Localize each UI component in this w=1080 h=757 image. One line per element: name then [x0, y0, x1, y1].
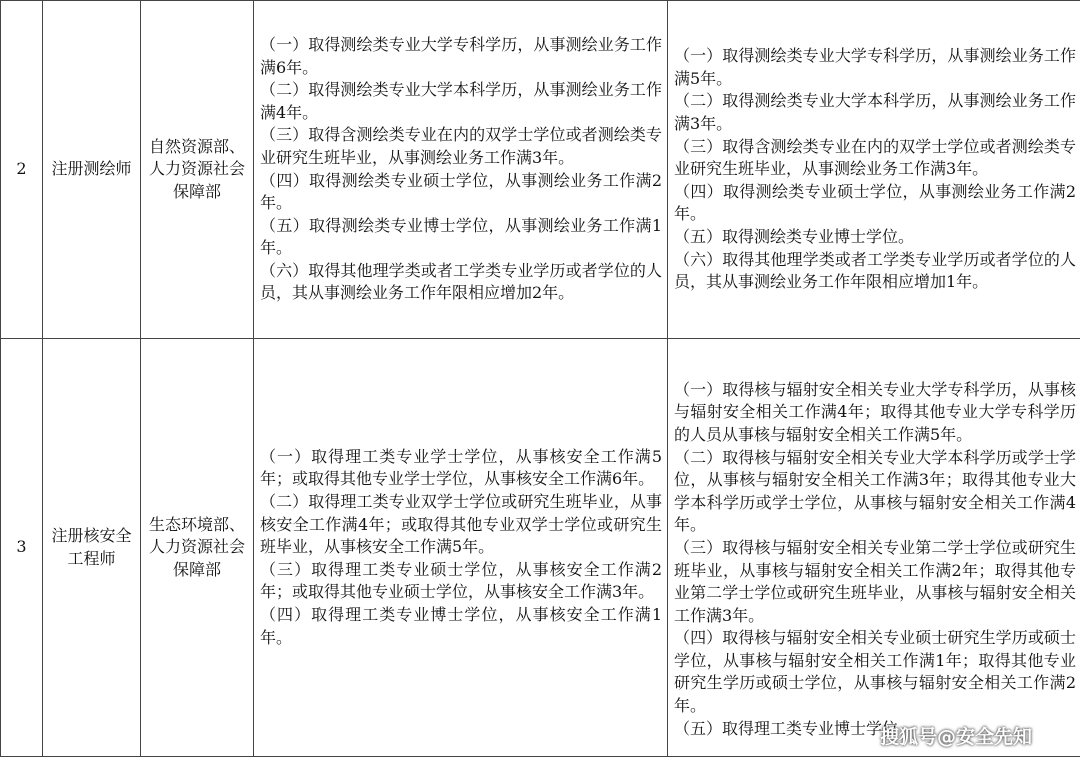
requirement-item: （三）取得理工类专业硕士学位，从事核安全工作满2年；或取得其他专业硕士学位，从事核安全工作满3年。	[260, 559, 662, 604]
requirement-item: （四）取得核与辐射安全相关专业硕士研究生学历或硕士学位，从事核与辐射安全相关工作满1年；取得其他专业研究生学历或硕士学位，从事核与辐射安全相关工作满2年。	[674, 627, 1076, 717]
issuing-department: 自然资源部、人力资源社会保障部	[141, 1, 254, 339]
issuing-department: 生态环境部、人力资源社会保障部	[141, 339, 254, 757]
requirement-item: （六）取得其他理学类或者工学类专业学历或者学位的人员，其从事测绘业务工作年限相应增加2年。	[260, 260, 662, 305]
requirement-item: （五）取得测绘类专业博士学位。	[674, 226, 1076, 249]
requirement-item: （五）取得测绘类专业博士学位，从事测绘业务工作满1年。	[260, 215, 662, 260]
new-requirements-cell	[668, 1, 1080, 339]
table-row	[1, 339, 1080, 757]
requirement-item: （五）取得理工类专业博士学位	[674, 718, 1076, 741]
requirement-item: （六）取得其他理学类或者工学类专业学历或者学位的人员，其从事测绘业务工作年限相应增加1年。	[674, 249, 1076, 294]
old-requirements-cell	[254, 1, 668, 339]
new-requirements-cell	[668, 339, 1080, 757]
watermark: 搜狐号@安全先知	[880, 722, 1032, 749]
row-index: 2	[1, 1, 43, 339]
requirement-item: （四）取得理工类专业博士学位，从事核安全工作满1年。	[260, 604, 662, 649]
requirement-item: （二）取得理工类专业双学士学位或研究生班毕业，从事核安全工作满4年；或取得其他专业双学士学位或研究生班毕业，从事核安全工作满5年。	[260, 491, 662, 559]
requirement-item: （四）取得测绘类专业硕士学位，从事测绘业务工作满2年。	[674, 181, 1076, 226]
requirement-item: （四）取得测绘类专业硕士学位，从事测绘业务工作满2年。	[260, 170, 662, 215]
requirement-item: （二）取得测绘类专业大学本科学历，从事测绘业务工作满3年。	[674, 90, 1076, 135]
requirement-item: （三）取得含测绘类专业在内的双学士学位或者测绘类专业研究生班毕业，从事测绘业务工作满3年。	[674, 136, 1076, 181]
requirement-item: （三）取得含测绘类专业在内的双学士学位或者测绘类专业研究生班毕业，从事测绘业务工作满3年。	[260, 124, 662, 169]
requirement-item: （二）取得测绘类专业大学本科学历，从事测绘业务工作满4年。	[260, 79, 662, 124]
qualification-name: 注册测绘师	[43, 1, 141, 339]
row-index: 3	[1, 339, 43, 757]
requirement-item: （二）取得核与辐射安全相关专业大学本科学历或学士学位，从事核与辐射安全相关工作满3年；取得其他专业大学本科学历或学士学位，从事核与辐射安全相关工作满4年。	[674, 447, 1076, 537]
requirement-item: （一）取得核与辐射安全相关专业大学专科学历，从事核与辐射安全相关工作满4年；取得其他专业大学专科学历的人员从事核与辐射安全相关工作满5年。	[674, 379, 1076, 447]
qualification-name: 注册核安全工程师	[43, 339, 141, 757]
requirement-item: （三）取得核与辐射安全相关专业第二学士学位或研究生班毕业，从事核与辐射安全相关工作满2年；取得其他专业第二学士学位或研究生班毕业，从事核与辐射安全相关工作满3年。	[674, 537, 1076, 627]
old-requirements-cell	[254, 339, 668, 757]
requirement-item: （一）取得测绘类专业大学专科学历，从事测绘业务工作满6年。	[260, 34, 662, 79]
table-row	[1, 1, 1080, 339]
requirement-item: （一）取得测绘类专业大学专科学历，从事测绘业务工作满5年。	[674, 45, 1076, 90]
requirement-item: （一）取得理工类专业学士学位，从事核安全工作满5年；或取得其他专业学士学位，从事核安全工作满6年。	[260, 446, 662, 491]
